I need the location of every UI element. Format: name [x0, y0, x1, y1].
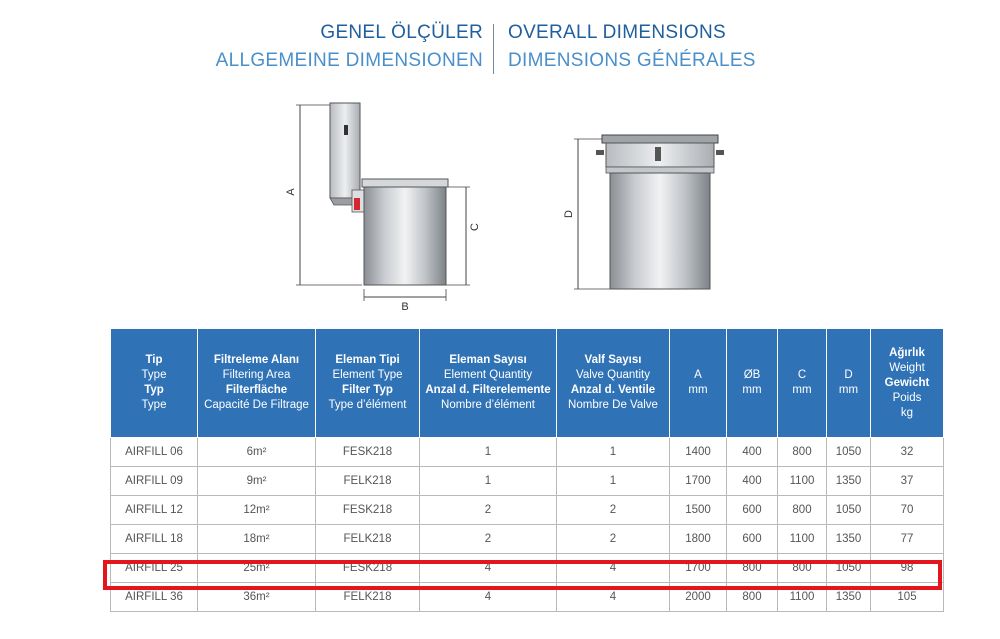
table-cell: AIRFILL 18: [111, 525, 198, 554]
table-cell: 12m²: [198, 496, 316, 525]
header-line: Valve Quantity: [576, 369, 650, 381]
table-cell: 105: [871, 583, 944, 612]
table-cell: AIRFILL 36: [111, 583, 198, 612]
header-line: kg: [900, 406, 914, 419]
header-line: Type: [141, 369, 167, 381]
table-cell: 1050: [827, 438, 871, 467]
table-cell: 1350: [827, 467, 871, 496]
table-header-row: [111, 329, 944, 438]
dim-label-b: B: [401, 301, 409, 313]
table-cell: 1400: [670, 438, 727, 467]
table-cell: 2: [420, 496, 557, 525]
side-view-drawing: [285, 103, 481, 313]
table-cell: 1: [420, 467, 557, 496]
dim-label-d: D: [563, 210, 575, 218]
header-line: Gewicht: [884, 376, 930, 389]
table-cell: FESK218: [316, 438, 420, 467]
header-line: Nombre De Valve: [568, 399, 658, 411]
header-cell-b: [727, 329, 778, 438]
table-cell: 4: [557, 583, 670, 612]
header-line: Weight: [889, 361, 925, 374]
table-cell: 1050: [827, 496, 871, 525]
header-line: Eleman Sayısı: [449, 354, 527, 366]
header-line: Element Type: [332, 369, 403, 381]
header-cell-valve_qty: [557, 329, 670, 438]
table-cell: 4: [557, 554, 670, 583]
table-row: [111, 525, 944, 554]
header-line: Anzal d. Ventile: [570, 384, 656, 396]
header-cell-d: [827, 329, 871, 438]
table-cell: 800: [727, 583, 778, 612]
table-row-highlighted: [111, 554, 944, 583]
table-cell: 400: [727, 438, 778, 467]
table-cell: FESK218: [316, 554, 420, 583]
table-cell: 6m²: [198, 438, 316, 467]
header-line: Capacité De Filtrage: [204, 399, 309, 411]
table-cell: 1800: [670, 525, 727, 554]
header-line: Nombre d’élément: [441, 399, 535, 411]
table-cell: FELK218: [316, 525, 420, 554]
header-line: Element Quantity: [443, 369, 533, 381]
table-cell: FELK218: [316, 583, 420, 612]
table-cell: 2: [557, 496, 670, 525]
table-cell: 2: [420, 525, 557, 554]
table-cell: 600: [727, 525, 778, 554]
header-line: mm: [688, 384, 708, 396]
header-line: mm: [742, 384, 762, 396]
table-cell: 1100: [778, 467, 827, 496]
table-cell: 18m²: [198, 525, 316, 554]
table-row: [111, 583, 944, 612]
table-cell: 4: [420, 554, 557, 583]
dimension-drawings: [270, 95, 750, 320]
table-cell: 77: [871, 525, 944, 554]
table-cell: 1500: [670, 496, 727, 525]
table-cell: 1: [420, 438, 557, 467]
header-line: Anzal d. Filterelemente: [425, 384, 551, 396]
table-cell: 1350: [827, 583, 871, 612]
header-line: mm: [838, 384, 859, 396]
header-line: Type: [141, 399, 167, 411]
header-line: Filtreleme Alanı: [213, 354, 300, 366]
table-cell: FESK218: [316, 496, 420, 525]
table-cell: 1700: [670, 467, 727, 496]
table-cell: AIRFILL 25: [111, 554, 198, 583]
table-cell: 800: [778, 496, 827, 525]
table-cell: AIRFILL 06: [111, 438, 198, 467]
table-cell: 1700: [670, 554, 727, 583]
table-row: [111, 496, 944, 525]
table-row: [111, 467, 944, 496]
header-line: D: [844, 369, 853, 381]
title-divider: [493, 24, 494, 74]
front-view-drawing: [563, 135, 724, 289]
table-cell: 37: [871, 467, 944, 496]
header-line: Filter Typ: [342, 384, 393, 396]
header-cell-a: [670, 329, 727, 438]
header-line: ØB: [743, 369, 761, 381]
table-cell: 4: [420, 583, 557, 612]
table-body: [111, 438, 944, 612]
table-cell: 98: [871, 554, 944, 583]
table-row: [111, 438, 944, 467]
table-cell: 2: [557, 525, 670, 554]
table-cell: 1100: [778, 583, 827, 612]
title-fr: DIMENSIONS GÉNÉRALES: [508, 50, 756, 71]
table-cell: 1050: [827, 554, 871, 583]
header-line: A: [694, 369, 702, 381]
table-cell: 800: [778, 554, 827, 583]
table-cell: 1350: [827, 525, 871, 554]
table-cell: 36m²: [198, 583, 316, 612]
table-cell: 25m²: [198, 554, 316, 583]
header-line: Filterfläche: [225, 384, 288, 396]
header-line: Eleman Tipi: [335, 354, 400, 366]
header-line: Poids: [892, 391, 922, 404]
header-cell-tip: [111, 329, 198, 438]
header-cell-c: [778, 329, 827, 438]
header-line: Filtering Area: [222, 369, 291, 381]
table-cell: 400: [727, 467, 778, 496]
header-cell-area: [198, 329, 316, 438]
table-cell: 1100: [778, 525, 827, 554]
header-line: C: [797, 369, 807, 381]
table-cell: 1: [557, 438, 670, 467]
header-cell-element_qty: [420, 329, 557, 438]
table-cell: AIRFILL 12: [111, 496, 198, 525]
title-tr: GENEL ÖLÇÜLER: [320, 22, 483, 43]
drawings-svg: [270, 95, 750, 320]
table-cell: 800: [727, 554, 778, 583]
table-cell: AIRFILL 09: [111, 467, 198, 496]
header-line: Tip: [145, 354, 163, 366]
header-line: Valf Sayısı: [584, 354, 642, 366]
dimensions-table: [110, 328, 944, 612]
header-cell-element_type: [316, 329, 420, 438]
dim-label-c: C: [469, 223, 481, 231]
header-line: Ağırlık: [889, 346, 925, 359]
title-en: OVERALL DIMENSIONS: [508, 22, 726, 43]
table-cell: FELK218: [316, 467, 420, 496]
dim-label-a: A: [285, 188, 297, 196]
header-cell-weight: [871, 329, 944, 438]
table-cell: 2000: [670, 583, 727, 612]
title-de: ALLGEMEINE DIMENSIONEN: [215, 50, 483, 71]
table-cell: 800: [778, 438, 827, 467]
table-cell: 1: [557, 467, 670, 496]
page-header: [0, 20, 1000, 80]
table-cell: 32: [871, 438, 944, 467]
header-line: Type d’élément: [328, 399, 407, 411]
table-cell: 9m²: [198, 467, 316, 496]
table-cell: 70: [871, 496, 944, 525]
header-line: mm: [792, 384, 812, 396]
table-cell: 600: [727, 496, 778, 525]
header-line: Typ: [144, 384, 164, 396]
